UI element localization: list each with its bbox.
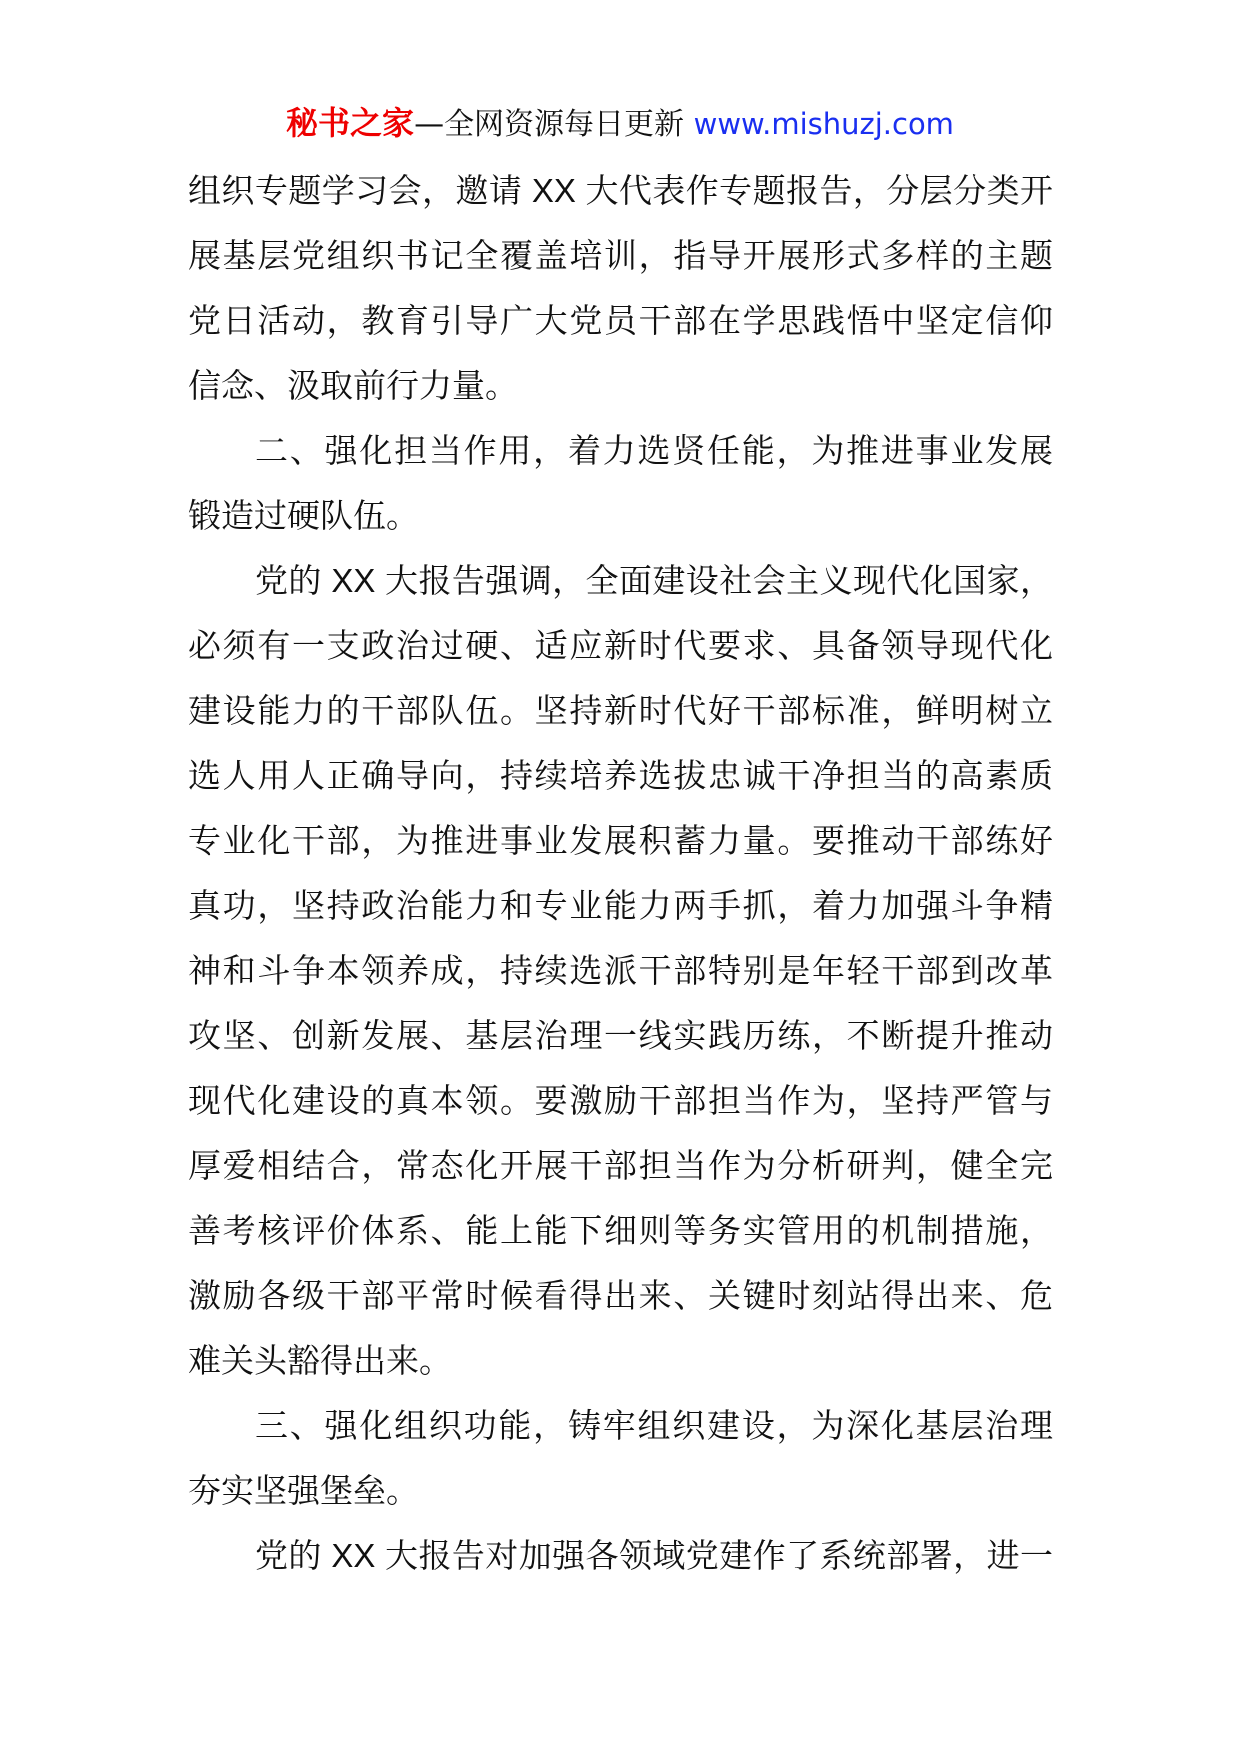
heading-line: 锻造过硬队伍。 <box>188 497 419 534</box>
text-line: 选人用人正确导向，持续培养选拔忠诚干净担当的高素质 <box>188 757 1053 794</box>
site-brand: 秘书之家 <box>286 104 415 142</box>
text-line: 善考核评价体系、能上能下细则等务实管用的机制措施， <box>188 1212 1053 1249</box>
site-url: www.mishuzj.com <box>693 107 954 141</box>
text-line: 攻坚、创新发展、基层治理一线实践历练，不断提升推动 <box>188 1017 1053 1054</box>
text-line: 信念、汲取前行力量。 <box>188 367 518 404</box>
text-line: 难关头豁得出来。 <box>188 1342 452 1379</box>
text-line: 现代化建设的真本领。要激励干部担当作为，坚持严管与 <box>188 1082 1053 1119</box>
text-line: 建设能力的干部队伍。坚持新时代好干部标准，鲜明树立 <box>188 692 1053 729</box>
section-heading <box>188 418 1053 548</box>
text-line: 神和斗争本领养成，持续选派干部特别是年轻干部到改革 <box>188 952 1053 989</box>
text-line: 专业化干部，为推进事业发展积蓄力量。要推动干部练好 <box>188 822 1053 859</box>
text-line: 组织专题学习会，邀请 XX 大代表作专题报告，分层分类开 <box>188 172 1053 209</box>
heading-line: 三、强化组织功能，铸牢组织建设，为深化基层治理 <box>255 1407 1053 1444</box>
text-line: 党的 XX 大报告对加强各领域党建作了系统部署，进一 <box>255 1537 1053 1574</box>
text-line: 必须有一支政治过硬、适应新时代要求、具备领导现代化 <box>188 627 1053 664</box>
text-line: 真功，坚持政治能力和专业能力两手抓，着力加强斗争精 <box>188 887 1053 924</box>
text-line: 党的 XX 大报告强调，全面建设社会主义现代化国家， <box>255 562 1053 599</box>
section-heading <box>188 1393 1053 1523</box>
text-line: 党日活动，教育引导广大党员干部在学思践悟中坚定信仰 <box>188 302 1053 339</box>
text-line: 展基层党组织书记全覆盖培训，指导开展形式多样的主题 <box>188 237 1053 274</box>
heading-line: 二、强化担当作用，着力选贤任能，为推进事业发展 <box>255 432 1053 469</box>
paragraph <box>188 158 1053 418</box>
heading-line: 夯实坚强堡垒。 <box>188 1472 419 1509</box>
document-body <box>188 158 1053 1588</box>
header-tagline: —全网资源每日更新 <box>414 107 685 142</box>
text-line: 激励各级干部平常时候看得出来、关键时刻站得出来、危 <box>188 1277 1053 1314</box>
paragraph <box>188 1523 1053 1588</box>
text-line: 厚爱相结合，常态化开展干部担当作为分析研判，健全完 <box>188 1147 1053 1184</box>
paragraph <box>188 548 1053 1393</box>
page-header <box>0 98 1240 148</box>
